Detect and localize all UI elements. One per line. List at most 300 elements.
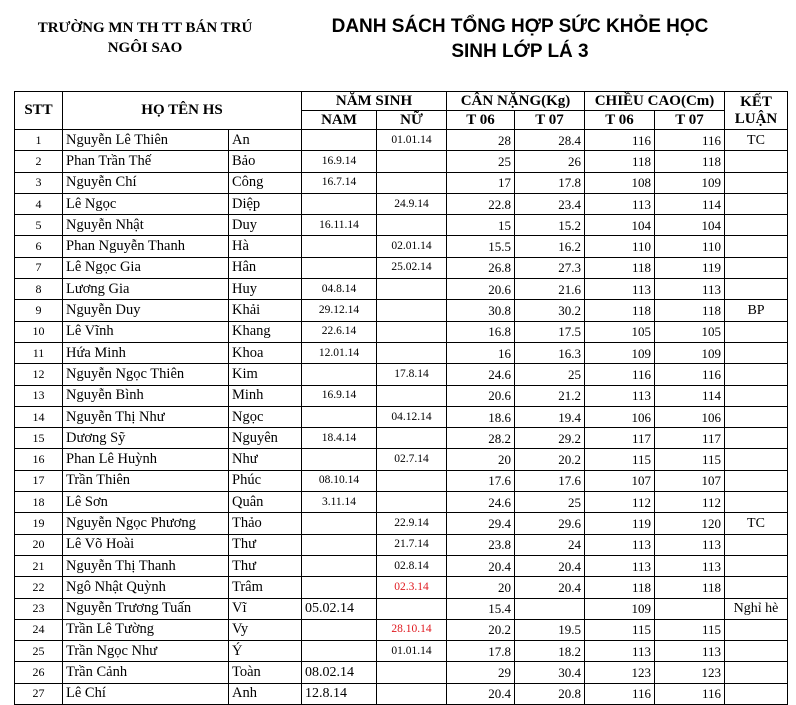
row-conclusion bbox=[725, 172, 788, 193]
row-height-t06: 106 bbox=[585, 406, 655, 427]
row-weight-t06: 20 bbox=[447, 449, 515, 470]
row-stt: 23 bbox=[15, 598, 63, 619]
row-birth-female: 02.7.14 bbox=[377, 449, 447, 470]
row-first-name: Minh bbox=[229, 385, 302, 406]
row-first-name: Ý bbox=[229, 641, 302, 662]
row-conclusion bbox=[725, 406, 788, 427]
row-height-t06: 116 bbox=[585, 130, 655, 151]
row-first-name: Thư bbox=[229, 534, 302, 555]
row-birth-male: 29.12.14 bbox=[302, 300, 377, 321]
row-weight-t06: 24.6 bbox=[447, 492, 515, 513]
row-height-t07: 116 bbox=[655, 364, 725, 385]
row-weight-t06: 20.2 bbox=[447, 619, 515, 640]
row-conclusion bbox=[725, 619, 788, 640]
row-last-name: Hứa Minh bbox=[63, 342, 229, 363]
row-birth-male bbox=[302, 130, 377, 151]
row-weight-t06: 28 bbox=[447, 130, 515, 151]
row-first-name: Hân bbox=[229, 257, 302, 278]
row-first-name: Khoa bbox=[229, 342, 302, 363]
row-conclusion bbox=[725, 364, 788, 385]
header-conclusion bbox=[725, 92, 788, 130]
row-birth-female: 02.3.14 bbox=[377, 577, 447, 598]
row-birth-female: 02.8.14 bbox=[377, 555, 447, 576]
table-row bbox=[15, 257, 788, 278]
row-height-t06: 116 bbox=[585, 683, 655, 704]
document-title-line1: DANH SÁCH TỔNG HỢP SỨC KHỎE HỌC bbox=[331, 16, 709, 37]
row-birth-male: 08.10.14 bbox=[302, 470, 377, 491]
row-birth-female bbox=[377, 492, 447, 513]
row-stt: 12 bbox=[15, 364, 63, 385]
row-stt: 7 bbox=[15, 257, 63, 278]
row-weight-t06: 20.6 bbox=[447, 385, 515, 406]
row-last-name: Trần Lê Tường bbox=[63, 619, 229, 640]
header-weight-t06: T 06 bbox=[447, 111, 515, 130]
row-weight-t07: 16.2 bbox=[515, 236, 585, 257]
row-first-name: Công bbox=[229, 172, 302, 193]
row-stt: 1 bbox=[15, 130, 63, 151]
row-birth-male bbox=[302, 364, 377, 385]
row-weight-t07: 26 bbox=[515, 151, 585, 172]
table-row bbox=[15, 406, 788, 427]
table-row bbox=[15, 364, 788, 385]
row-stt: 4 bbox=[15, 193, 63, 214]
row-birth-male bbox=[302, 619, 377, 640]
row-weight-t07: 15.2 bbox=[515, 215, 585, 236]
row-first-name: Diệp bbox=[229, 193, 302, 214]
table-row bbox=[15, 598, 788, 619]
row-weight-t06: 15.4 bbox=[447, 598, 515, 619]
row-birth-female bbox=[377, 215, 447, 236]
row-height-t06: 113 bbox=[585, 641, 655, 662]
table-row bbox=[15, 683, 788, 704]
row-height-t06: 109 bbox=[585, 598, 655, 619]
row-height-t07: 109 bbox=[655, 172, 725, 193]
row-weight-t06: 29.4 bbox=[447, 513, 515, 534]
row-weight-t07: 29.2 bbox=[515, 428, 585, 449]
row-height-t06: 123 bbox=[585, 662, 655, 683]
school-name-line2: NGÔI SAO bbox=[107, 40, 183, 56]
row-birth-female bbox=[377, 151, 447, 172]
row-conclusion bbox=[725, 534, 788, 555]
row-last-name: Nguyễn Duy bbox=[63, 300, 229, 321]
row-birth-male bbox=[302, 193, 377, 214]
row-birth-male: 16.9.14 bbox=[302, 151, 377, 172]
row-conclusion bbox=[725, 342, 788, 363]
row-conclusion: BP bbox=[725, 300, 788, 321]
row-last-name: Lê Vĩnh bbox=[63, 321, 229, 342]
row-conclusion bbox=[725, 215, 788, 236]
row-stt: 14 bbox=[15, 406, 63, 427]
row-birth-male: 16.11.14 bbox=[302, 215, 377, 236]
row-first-name: Nguyên bbox=[229, 428, 302, 449]
row-weight-t06: 25 bbox=[447, 151, 515, 172]
row-weight-t06: 20 bbox=[447, 577, 515, 598]
row-weight-t06: 16 bbox=[447, 342, 515, 363]
document-title bbox=[300, 14, 740, 64]
row-weight-t06: 29 bbox=[447, 662, 515, 683]
row-weight-t06: 15.5 bbox=[447, 236, 515, 257]
row-conclusion bbox=[725, 321, 788, 342]
row-birth-female bbox=[377, 342, 447, 363]
row-last-name: Trần Cảnh bbox=[63, 662, 229, 683]
row-height-t07: 120 bbox=[655, 513, 725, 534]
row-last-name: Nguyễn Thị Thanh bbox=[63, 555, 229, 576]
row-last-name: Phan Trần Thế bbox=[63, 151, 229, 172]
row-first-name: An bbox=[229, 130, 302, 151]
row-conclusion bbox=[725, 555, 788, 576]
table-row bbox=[15, 130, 788, 151]
row-weight-t07 bbox=[515, 598, 585, 619]
row-birth-female bbox=[377, 662, 447, 683]
table-row bbox=[15, 577, 788, 598]
row-last-name: Nguyễn Chí bbox=[63, 172, 229, 193]
row-birth-male bbox=[302, 257, 377, 278]
row-weight-t07: 25 bbox=[515, 364, 585, 385]
school-name-line1: TRƯỜNG MN TH TT BÁN TRÚ bbox=[37, 20, 253, 36]
row-first-name: Kim bbox=[229, 364, 302, 385]
row-weight-t06: 26.8 bbox=[447, 257, 515, 278]
row-height-t07: 113 bbox=[655, 641, 725, 662]
row-first-name: Toàn bbox=[229, 662, 302, 683]
row-first-name: Bảo bbox=[229, 151, 302, 172]
row-height-t07 bbox=[655, 598, 725, 619]
row-weight-t06: 23.8 bbox=[447, 534, 515, 555]
row-conclusion bbox=[725, 236, 788, 257]
row-conclusion bbox=[725, 428, 788, 449]
health-summary-table bbox=[14, 91, 788, 705]
row-birth-female bbox=[377, 321, 447, 342]
row-birth-male bbox=[302, 236, 377, 257]
header-height: CHIỀU CAO(Cm) bbox=[585, 92, 725, 111]
row-birth-female: 01.01.14 bbox=[377, 130, 447, 151]
row-height-t07: 113 bbox=[655, 555, 725, 576]
row-first-name: Anh bbox=[229, 683, 302, 704]
row-stt: 26 bbox=[15, 662, 63, 683]
row-last-name: Phan Lê Huỳnh bbox=[63, 449, 229, 470]
row-height-t07: 114 bbox=[655, 385, 725, 406]
table-row bbox=[15, 449, 788, 470]
row-stt: 24 bbox=[15, 619, 63, 640]
row-birth-male: 12.01.14 bbox=[302, 342, 377, 363]
row-height-t07: 119 bbox=[655, 257, 725, 278]
row-height-t06: 118 bbox=[585, 300, 655, 321]
row-height-t06: 113 bbox=[585, 193, 655, 214]
row-stt: 5 bbox=[15, 215, 63, 236]
header-birth-female: NỮ bbox=[377, 111, 447, 130]
row-height-t07: 115 bbox=[655, 449, 725, 470]
row-birth-female: 21.7.14 bbox=[377, 534, 447, 555]
row-last-name: Lương Gia bbox=[63, 279, 229, 300]
row-stt: 18 bbox=[15, 492, 63, 513]
row-weight-t07: 20.8 bbox=[515, 683, 585, 704]
school-name bbox=[20, 18, 270, 58]
row-birth-female: 04.12.14 bbox=[377, 406, 447, 427]
table-row bbox=[15, 236, 788, 257]
row-birth-male: 3.11.14 bbox=[302, 492, 377, 513]
row-height-t06: 109 bbox=[585, 342, 655, 363]
row-stt: 27 bbox=[15, 683, 63, 704]
row-last-name: Lê Chí bbox=[63, 683, 229, 704]
row-height-t07: 118 bbox=[655, 300, 725, 321]
row-height-t07: 118 bbox=[655, 151, 725, 172]
row-weight-t06: 24.6 bbox=[447, 364, 515, 385]
row-last-name: Nguyễn Nhật bbox=[63, 215, 229, 236]
row-birth-male: 05.02.14 bbox=[302, 598, 377, 619]
row-height-t07: 115 bbox=[655, 619, 725, 640]
header-stt: STT bbox=[15, 92, 63, 130]
row-height-t07: 106 bbox=[655, 406, 725, 427]
row-birth-female bbox=[377, 279, 447, 300]
row-last-name: Nguyễn Ngọc Thiên bbox=[63, 364, 229, 385]
row-birth-female: 17.8.14 bbox=[377, 364, 447, 385]
row-weight-t07: 21.6 bbox=[515, 279, 585, 300]
row-conclusion bbox=[725, 662, 788, 683]
row-height-t07: 112 bbox=[655, 492, 725, 513]
row-stt: 17 bbox=[15, 470, 63, 491]
row-weight-t06: 17.6 bbox=[447, 470, 515, 491]
row-first-name: Ngọc bbox=[229, 406, 302, 427]
header-conclusion-line1: KẾT bbox=[740, 93, 772, 110]
row-height-t06: 118 bbox=[585, 577, 655, 598]
row-conclusion bbox=[725, 492, 788, 513]
table-row bbox=[15, 193, 788, 214]
row-height-t06: 104 bbox=[585, 215, 655, 236]
row-birth-male bbox=[302, 513, 377, 534]
row-height-t07: 116 bbox=[655, 130, 725, 151]
row-first-name: Huy bbox=[229, 279, 302, 300]
row-last-name: Lê Sơn bbox=[63, 492, 229, 513]
table-row bbox=[15, 428, 788, 449]
row-height-t07: 118 bbox=[655, 577, 725, 598]
header-weight-t07: T 07 bbox=[515, 111, 585, 130]
table-header-row-1 bbox=[15, 92, 788, 111]
row-height-t06: 113 bbox=[585, 279, 655, 300]
row-weight-t07: 17.8 bbox=[515, 172, 585, 193]
row-weight-t07: 17.6 bbox=[515, 470, 585, 491]
row-stt: 15 bbox=[15, 428, 63, 449]
row-conclusion bbox=[725, 470, 788, 491]
row-height-t06: 117 bbox=[585, 428, 655, 449]
row-first-name: Khải bbox=[229, 300, 302, 321]
row-weight-t06: 30.8 bbox=[447, 300, 515, 321]
row-weight-t07: 20.2 bbox=[515, 449, 585, 470]
row-first-name: Thư bbox=[229, 555, 302, 576]
row-conclusion bbox=[725, 683, 788, 704]
row-birth-male bbox=[302, 555, 377, 576]
table-row bbox=[15, 300, 788, 321]
row-birth-male bbox=[302, 534, 377, 555]
row-stt: 2 bbox=[15, 151, 63, 172]
row-weight-t07: 30.4 bbox=[515, 662, 585, 683]
row-stt: 11 bbox=[15, 342, 63, 363]
header-conclusion-line2: LUẬN bbox=[734, 110, 778, 127]
row-first-name: Duy bbox=[229, 215, 302, 236]
row-birth-female: 25.02.14 bbox=[377, 257, 447, 278]
row-last-name: Ngô Nhật Quỳnh bbox=[63, 577, 229, 598]
row-birth-female bbox=[377, 598, 447, 619]
table-row bbox=[15, 385, 788, 406]
row-conclusion bbox=[725, 151, 788, 172]
table-row bbox=[15, 641, 788, 662]
row-weight-t07: 20.4 bbox=[515, 555, 585, 576]
row-height-t07: 114 bbox=[655, 193, 725, 214]
document-title-line2: SINH LỚP LÁ 3 bbox=[451, 41, 589, 62]
row-last-name: Nguyễn Bình bbox=[63, 385, 229, 406]
row-first-name: Như bbox=[229, 449, 302, 470]
row-stt: 10 bbox=[15, 321, 63, 342]
row-weight-t07: 23.4 bbox=[515, 193, 585, 214]
row-birth-male bbox=[302, 641, 377, 662]
row-last-name: Trần Thiên bbox=[63, 470, 229, 491]
row-weight-t07: 27.3 bbox=[515, 257, 585, 278]
table-row bbox=[15, 492, 788, 513]
row-height-t07: 107 bbox=[655, 470, 725, 491]
row-height-t07: 116 bbox=[655, 683, 725, 704]
row-stt: 8 bbox=[15, 279, 63, 300]
row-last-name: Nguyễn Thị Như bbox=[63, 406, 229, 427]
row-conclusion: Nghỉ hè bbox=[725, 598, 788, 619]
row-weight-t07: 21.2 bbox=[515, 385, 585, 406]
row-last-name: Lê Ngọc bbox=[63, 193, 229, 214]
row-birth-female bbox=[377, 428, 447, 449]
row-first-name: Vy bbox=[229, 619, 302, 640]
row-weight-t07: 28.4 bbox=[515, 130, 585, 151]
row-height-t06: 110 bbox=[585, 236, 655, 257]
row-height-t07: 110 bbox=[655, 236, 725, 257]
row-weight-t07: 24 bbox=[515, 534, 585, 555]
row-birth-male bbox=[302, 577, 377, 598]
row-conclusion: TC bbox=[725, 513, 788, 534]
row-first-name: Thảo bbox=[229, 513, 302, 534]
row-weight-t06: 15 bbox=[447, 215, 515, 236]
row-weight-t07: 17.5 bbox=[515, 321, 585, 342]
row-height-t07: 109 bbox=[655, 342, 725, 363]
row-height-t06: 112 bbox=[585, 492, 655, 513]
row-birth-female: 22.9.14 bbox=[377, 513, 447, 534]
row-height-t06: 118 bbox=[585, 257, 655, 278]
row-first-name: Hà bbox=[229, 236, 302, 257]
row-stt: 20 bbox=[15, 534, 63, 555]
row-last-name: Lê Ngọc Gia bbox=[63, 257, 229, 278]
table-row bbox=[15, 555, 788, 576]
row-height-t07: 123 bbox=[655, 662, 725, 683]
header-name: HỌ TÊN HS bbox=[63, 92, 302, 130]
table-row bbox=[15, 215, 788, 236]
table-row bbox=[15, 534, 788, 555]
header-weight: CÂN NẶNG(Kg) bbox=[447, 92, 585, 111]
row-stt: 16 bbox=[15, 449, 63, 470]
row-birth-female bbox=[377, 683, 447, 704]
row-birth-male: 08.02.14 bbox=[302, 662, 377, 683]
row-stt: 9 bbox=[15, 300, 63, 321]
row-conclusion: TC bbox=[725, 130, 788, 151]
row-weight-t07: 29.6 bbox=[515, 513, 585, 534]
row-stt: 25 bbox=[15, 641, 63, 662]
row-height-t07: 104 bbox=[655, 215, 725, 236]
row-stt: 22 bbox=[15, 577, 63, 598]
table-row bbox=[15, 513, 788, 534]
row-birth-female: 24.9.14 bbox=[377, 193, 447, 214]
row-birth-male: 16.7.14 bbox=[302, 172, 377, 193]
row-weight-t06: 18.6 bbox=[447, 406, 515, 427]
row-first-name: Quân bbox=[229, 492, 302, 513]
row-birth-female bbox=[377, 470, 447, 491]
row-last-name: Trần Ngọc Như bbox=[63, 641, 229, 662]
row-weight-t06: 22.8 bbox=[447, 193, 515, 214]
row-birth-male: 04.8.14 bbox=[302, 279, 377, 300]
table-row bbox=[15, 172, 788, 193]
row-weight-t06: 17.8 bbox=[447, 641, 515, 662]
row-stt: 21 bbox=[15, 555, 63, 576]
row-height-t06: 107 bbox=[585, 470, 655, 491]
row-height-t07: 113 bbox=[655, 279, 725, 300]
row-birth-female bbox=[377, 172, 447, 193]
row-height-t06: 113 bbox=[585, 555, 655, 576]
row-weight-t06: 20.4 bbox=[447, 555, 515, 576]
row-weight-t07: 19.5 bbox=[515, 619, 585, 640]
row-stt: 6 bbox=[15, 236, 63, 257]
row-last-name: Lê Võ Hoài bbox=[63, 534, 229, 555]
row-last-name: Nguyễn Lê Thiên bbox=[63, 130, 229, 151]
header-birth: NĂM SINH bbox=[302, 92, 447, 111]
table-row bbox=[15, 342, 788, 363]
header-height-t07: T 07 bbox=[655, 111, 725, 130]
row-weight-t06: 16.8 bbox=[447, 321, 515, 342]
header-birth-male: NAM bbox=[302, 111, 377, 130]
row-first-name: Phúc bbox=[229, 470, 302, 491]
row-stt: 13 bbox=[15, 385, 63, 406]
row-last-name: Phan Nguyễn Thanh bbox=[63, 236, 229, 257]
row-weight-t07: 30.2 bbox=[515, 300, 585, 321]
row-weight-t07: 16.3 bbox=[515, 342, 585, 363]
row-height-t06: 105 bbox=[585, 321, 655, 342]
row-conclusion bbox=[725, 577, 788, 598]
row-birth-male bbox=[302, 406, 377, 427]
row-last-name: Nguyễn Trương Tuấn bbox=[63, 598, 229, 619]
row-birth-female bbox=[377, 300, 447, 321]
row-conclusion bbox=[725, 449, 788, 470]
row-weight-t07: 20.4 bbox=[515, 577, 585, 598]
row-first-name: Vĩ bbox=[229, 598, 302, 619]
row-height-t06: 108 bbox=[585, 172, 655, 193]
row-height-t06: 115 bbox=[585, 619, 655, 640]
row-conclusion bbox=[725, 385, 788, 406]
table-body bbox=[15, 130, 788, 705]
row-birth-female: 28.10.14 bbox=[377, 619, 447, 640]
row-first-name: Khang bbox=[229, 321, 302, 342]
row-height-t06: 113 bbox=[585, 385, 655, 406]
row-birth-male: 18.4.14 bbox=[302, 428, 377, 449]
row-birth-male: 12.8.14 bbox=[302, 683, 377, 704]
row-weight-t07: 25 bbox=[515, 492, 585, 513]
row-height-t06: 119 bbox=[585, 513, 655, 534]
row-birth-female bbox=[377, 385, 447, 406]
table-row bbox=[15, 619, 788, 640]
row-stt: 19 bbox=[15, 513, 63, 534]
table-row bbox=[15, 662, 788, 683]
row-last-name: Nguyễn Ngọc Phương bbox=[63, 513, 229, 534]
row-birth-male: 16.9.14 bbox=[302, 385, 377, 406]
table-row bbox=[15, 470, 788, 491]
row-conclusion bbox=[725, 641, 788, 662]
row-height-t06: 116 bbox=[585, 364, 655, 385]
row-weight-t06: 20.6 bbox=[447, 279, 515, 300]
row-conclusion bbox=[725, 279, 788, 300]
row-conclusion bbox=[725, 257, 788, 278]
row-height-t06: 115 bbox=[585, 449, 655, 470]
row-birth-female: 02.01.14 bbox=[377, 236, 447, 257]
row-last-name: Dương Sỹ bbox=[63, 428, 229, 449]
